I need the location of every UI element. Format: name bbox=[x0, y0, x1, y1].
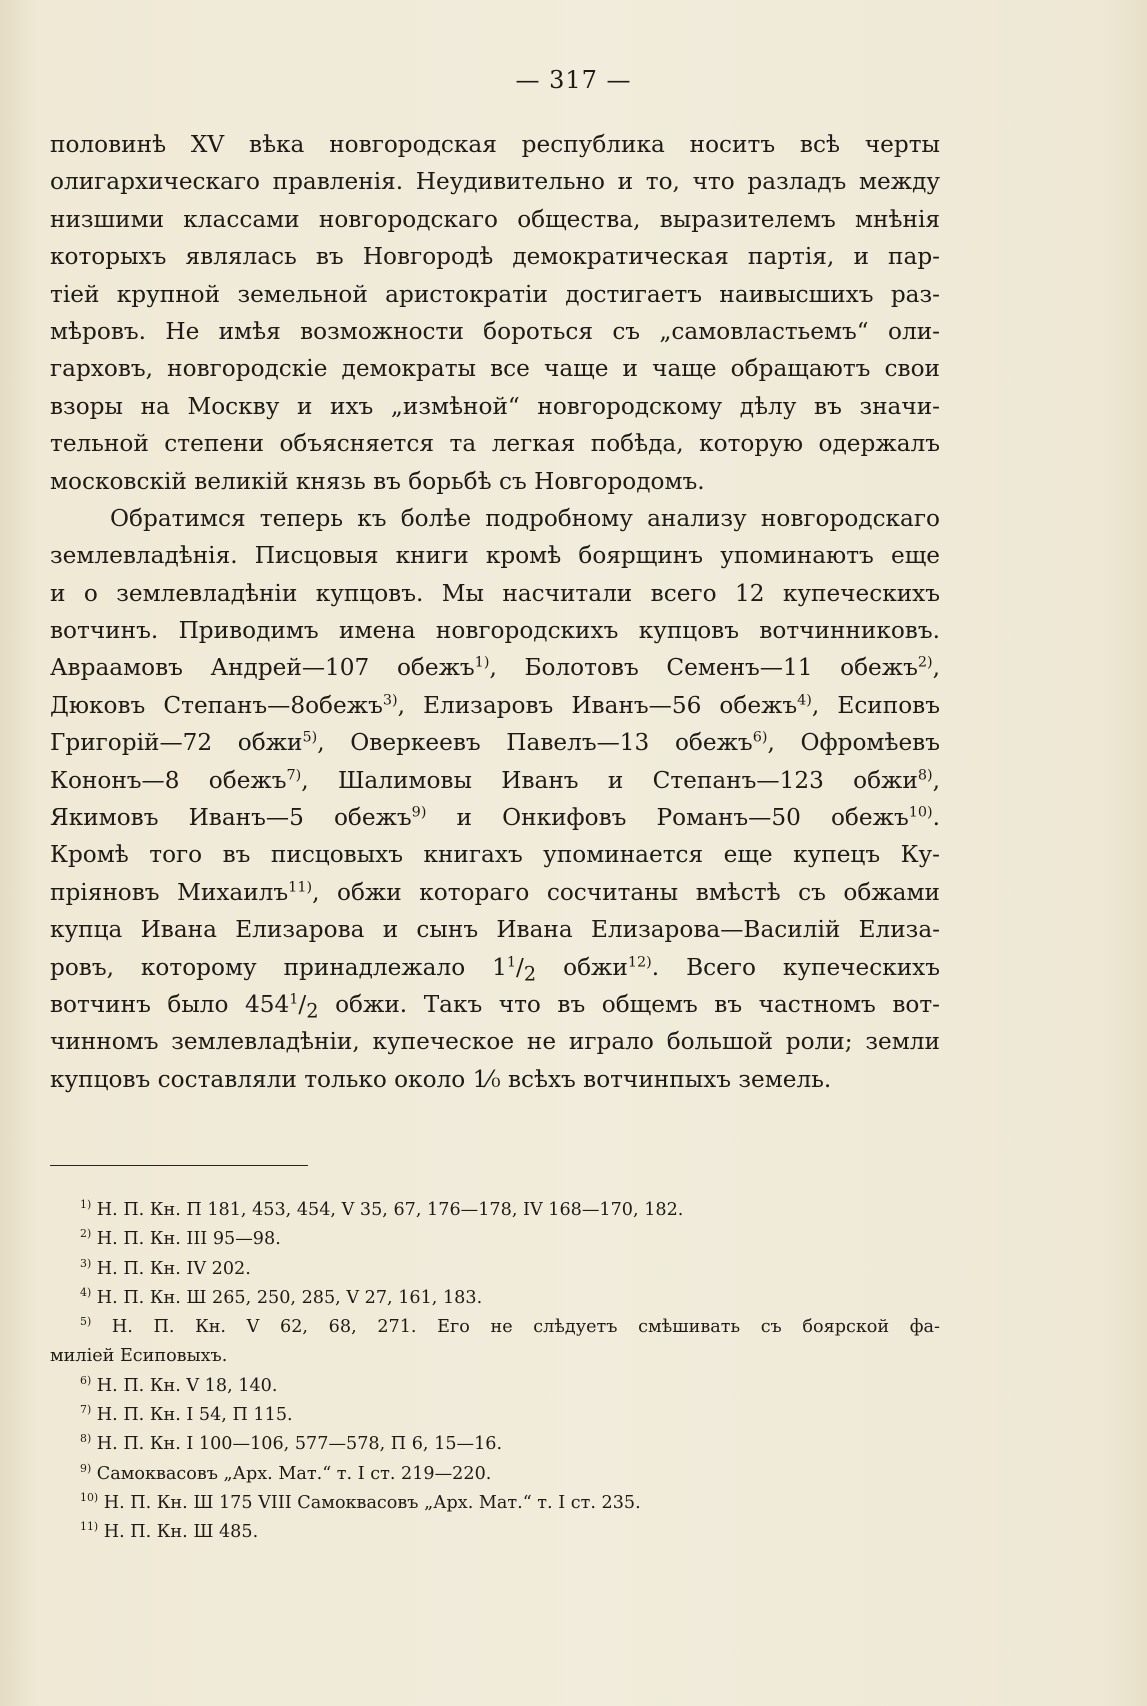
text-segment: вотчинъ было 454 bbox=[50, 990, 290, 1018]
text-line: мѣровъ. Не имѣя возможности бороться съ „самовластьемъ“ оли- bbox=[50, 317, 940, 345]
text-segment: Всего купеческихъ bbox=[686, 953, 940, 981]
footnote-ref: 10) bbox=[908, 804, 933, 821]
footnote bbox=[80, 1401, 940, 1430]
footnote-text: Н. П. Кн. I 100—106, 577—578, П 6, 15—16. bbox=[96, 1434, 503, 1455]
text-line: Кононъ—8 обежъ$^{7)}$, Шалимовы Иванъ и Степанъ—123 обжи$^{8)}$, bbox=[50, 766, 940, 794]
footnote-mark: 10) bbox=[80, 1491, 99, 1505]
text-line: олигархическаго правленія. Неудивительно и то, что разладъ между bbox=[50, 168, 940, 196]
text-segment: пріяновъ Михаилъ bbox=[50, 878, 289, 906]
footnote-text: Н. П. Кн. Ш 265, 250, 285, V 27, 161, 183. bbox=[96, 1287, 483, 1308]
footnote-mark: 7) bbox=[80, 1403, 92, 1417]
text-line: чинномъ землевладѣніи, купеческое не играло большой роли; земли bbox=[50, 1028, 940, 1056]
text-line: Дюковъ Степанъ—8обежъ$^{3)}$, Елизаровъ Иванъ—56 обежъ$^{4)}$, Есиповъ bbox=[50, 691, 940, 719]
footnote-ref: 6) bbox=[752, 729, 768, 746]
footnote-ref: 9) bbox=[411, 804, 427, 821]
text-line: вотчинъ. Приводимъ имена новгородскихъ купцовъ вотчинниковъ. bbox=[50, 617, 940, 645]
footnote-text: Н. П. Кн. I 54, П 115. bbox=[96, 1405, 293, 1426]
fraction-denominator: 2 bbox=[523, 962, 537, 986]
text-segment: Григорій—72 обжи bbox=[50, 729, 303, 757]
fraction-numerator: 1 bbox=[289, 991, 299, 1008]
page-number: — 317 — bbox=[515, 66, 632, 94]
text-segment: ровъ, которому принадлежало 1 bbox=[50, 953, 507, 981]
footnote-ref: 2) bbox=[917, 654, 933, 671]
text-line: и о землевладѣніи купцовъ. Мы насчитали всего 12 купеческихъ bbox=[50, 579, 940, 607]
text-line: землевладѣнія. Писцовыя книги кромѣ боярщинъ упоминаютъ еще bbox=[50, 542, 940, 570]
footnote-text: Н. П. Кн. П 181, 453, 454, V 35, 67, 176—178, IV 168—170, 182. bbox=[96, 1200, 684, 1220]
text-segment: Якимовъ Иванъ—5 обежъ bbox=[50, 804, 412, 832]
footnote-mark: 1) bbox=[80, 1198, 92, 1212]
footnote-mark: 3) bbox=[80, 1256, 92, 1270]
fraction-denominator: 2 bbox=[306, 999, 319, 1023]
text-segment: обжи bbox=[563, 953, 628, 981]
text-segment: Оверкеевъ Павелъ—13 обежъ bbox=[350, 729, 753, 757]
text-segment: купцовъ составляли только около 1 bbox=[50, 1065, 488, 1093]
footnote bbox=[80, 1313, 940, 1342]
footnote-text: Самоквасовъ „Арх. Мат.“ т. I ст. 219—220. bbox=[96, 1463, 492, 1484]
text-line: ровъ, которому принадлежало $1^1/_2$ обжи$^{12)}$. Всего купеческихъ bbox=[50, 953, 940, 986]
footnote-ref: 5) bbox=[302, 729, 318, 746]
footnote-text: Н. П. Кн. IV 202. bbox=[96, 1258, 251, 1279]
footnote-ref: 12) bbox=[627, 953, 652, 970]
footnote-ref: 3) bbox=[382, 692, 398, 709]
footnote-mark: 6) bbox=[80, 1373, 92, 1387]
text-segment: Авраамовъ Андрей—107 обежъ bbox=[50, 654, 475, 682]
footnote-ref: 4) bbox=[797, 692, 812, 709]
text-segment: Шалимовы Иванъ и Степанъ—123 обжи bbox=[337, 766, 918, 794]
footnote-ref: 1) bbox=[474, 654, 490, 671]
footnote-mark: 11) bbox=[80, 1520, 99, 1534]
text-line: низшими классами новгородскаго общества, выразителемъ мнѣнія bbox=[50, 205, 940, 233]
text-segment: всѣхъ вотчинпыхъ земель. bbox=[507, 1065, 832, 1093]
body-text bbox=[50, 126, 940, 1098]
text-segment: Дюковъ Степанъ—8обежъ bbox=[50, 691, 383, 719]
percent-sign: ⁄₀ bbox=[487, 1065, 501, 1093]
footnote-mark: 2) bbox=[80, 1227, 92, 1241]
text-line: Кромѣ того въ писцовыхъ книгахъ упоминается еще купецъ Ку- bbox=[50, 841, 940, 869]
text-line: половинѣ XV вѣка новгородская республика носитъ всѣ черты bbox=[50, 131, 940, 158]
text-segment: обжи котораго сосчитаны вмѣстѣ съ обжами bbox=[337, 878, 940, 906]
footnote-ref: 11) bbox=[288, 879, 313, 896]
text-line: Якимовъ Иванъ—5 обежъ$^{9)}$ и Онкифовъ Романъ—50 обежъ$^{10)}$. bbox=[50, 804, 940, 832]
footnote bbox=[80, 1284, 940, 1313]
footnote bbox=[80, 1255, 940, 1284]
text-segment: Офромѣевъ bbox=[800, 729, 940, 757]
text-line: Обратимся теперь къ болѣе подробному анализу новгородскаго bbox=[110, 504, 940, 532]
text-line: Григорій—72 обжи$^{5)}$, Оверкеевъ Павелъ—13 обежъ$^{6)}$, Офромѣевъ bbox=[50, 729, 940, 757]
footnote-divider bbox=[50, 1165, 308, 1166]
text-line bbox=[50, 1061, 940, 1098]
footnote-mark: 9) bbox=[80, 1461, 92, 1475]
footnote bbox=[80, 1460, 940, 1489]
text-line: вотчинъ было $454^1/_2$ обжи. Такъ что въ общемъ въ частномъ вот- bbox=[50, 990, 940, 1023]
text-line: купца Ивана Елизарова и сынъ Ивана Елизарова—Василій Елиза- bbox=[50, 916, 940, 944]
text-line: тельной степени объясняется та легкая побѣда, которую одержалъ bbox=[50, 430, 940, 458]
text-line: Авраамовъ Андрей—107 обежъ$^{1)}$, Болотовъ Семенъ—11 обежъ$^{2)}$, bbox=[50, 654, 940, 682]
text-segment: обжи. Такъ что въ общемъ въ частномъ вот- bbox=[335, 990, 940, 1018]
footnote bbox=[80, 1489, 940, 1518]
text-line: тіей крупной земельной аристократіи достигаетъ наивысшихъ раз- bbox=[50, 280, 940, 308]
text-line: которыхъ являлась въ Новгородѣ демократическая партія, и пар- bbox=[50, 243, 940, 271]
footnote-text: Н. П. Кн. Ш 175 VIII Самоквасовъ „Арх. Мат.“ т. I ст. 235. bbox=[103, 1492, 641, 1513]
text-segment: Есиповъ bbox=[837, 691, 940, 719]
footnote bbox=[80, 1518, 940, 1547]
footnote-text: Н. П. Кн. Ш 485. bbox=[103, 1522, 259, 1543]
footnote bbox=[80, 1196, 940, 1225]
footnote-text: Н. П. Кн. V 62, 68, 271. Его не слѣдуетъ смѣшивать съ боярской фа- bbox=[111, 1317, 940, 1338]
footnote-text: Н. П. Кн. V 18, 140. bbox=[96, 1375, 278, 1396]
text-segment: и Онкифовъ Романъ—50 обежъ bbox=[456, 804, 909, 832]
text-segment: Кононъ—8 обежъ bbox=[50, 766, 287, 794]
footnote-mark: 4) bbox=[80, 1286, 92, 1300]
footnotes bbox=[50, 1196, 940, 1548]
text-line: гарховъ, новгородскіе демократы все чаще и чаще обращаютъ свои bbox=[50, 355, 940, 383]
footnote bbox=[80, 1430, 940, 1459]
footnote bbox=[80, 1225, 940, 1254]
text-line: московскій великій князь въ борьбѣ съ Новгородомъ. bbox=[50, 467, 705, 495]
text-line: пріяновъ Михаилъ$^{11)}$, обжи котораго сосчитаны вмѣстѣ съ обжами bbox=[50, 878, 940, 906]
fraction-numerator: 1 bbox=[506, 953, 517, 970]
footnote-text: Н. П. Кн. III 95—98. bbox=[96, 1229, 281, 1250]
footnote-mark: 5) bbox=[80, 1315, 92, 1329]
text-segment: Елизаровъ Иванъ—56 обежъ bbox=[423, 691, 798, 719]
footnote bbox=[80, 1372, 940, 1401]
text-line: взоры на Москву и ихъ „измѣной“ новгородскому дѣлу въ значи- bbox=[50, 392, 940, 420]
footnote-continuation: миліей Есиповыхъ. bbox=[50, 1346, 228, 1367]
footnote-ref: 8) bbox=[917, 766, 933, 783]
footnote-ref: 7) bbox=[286, 766, 302, 783]
footnote-mark: 8) bbox=[80, 1432, 92, 1446]
text-segment: Болотовъ Семенъ—11 обежъ bbox=[524, 654, 918, 682]
